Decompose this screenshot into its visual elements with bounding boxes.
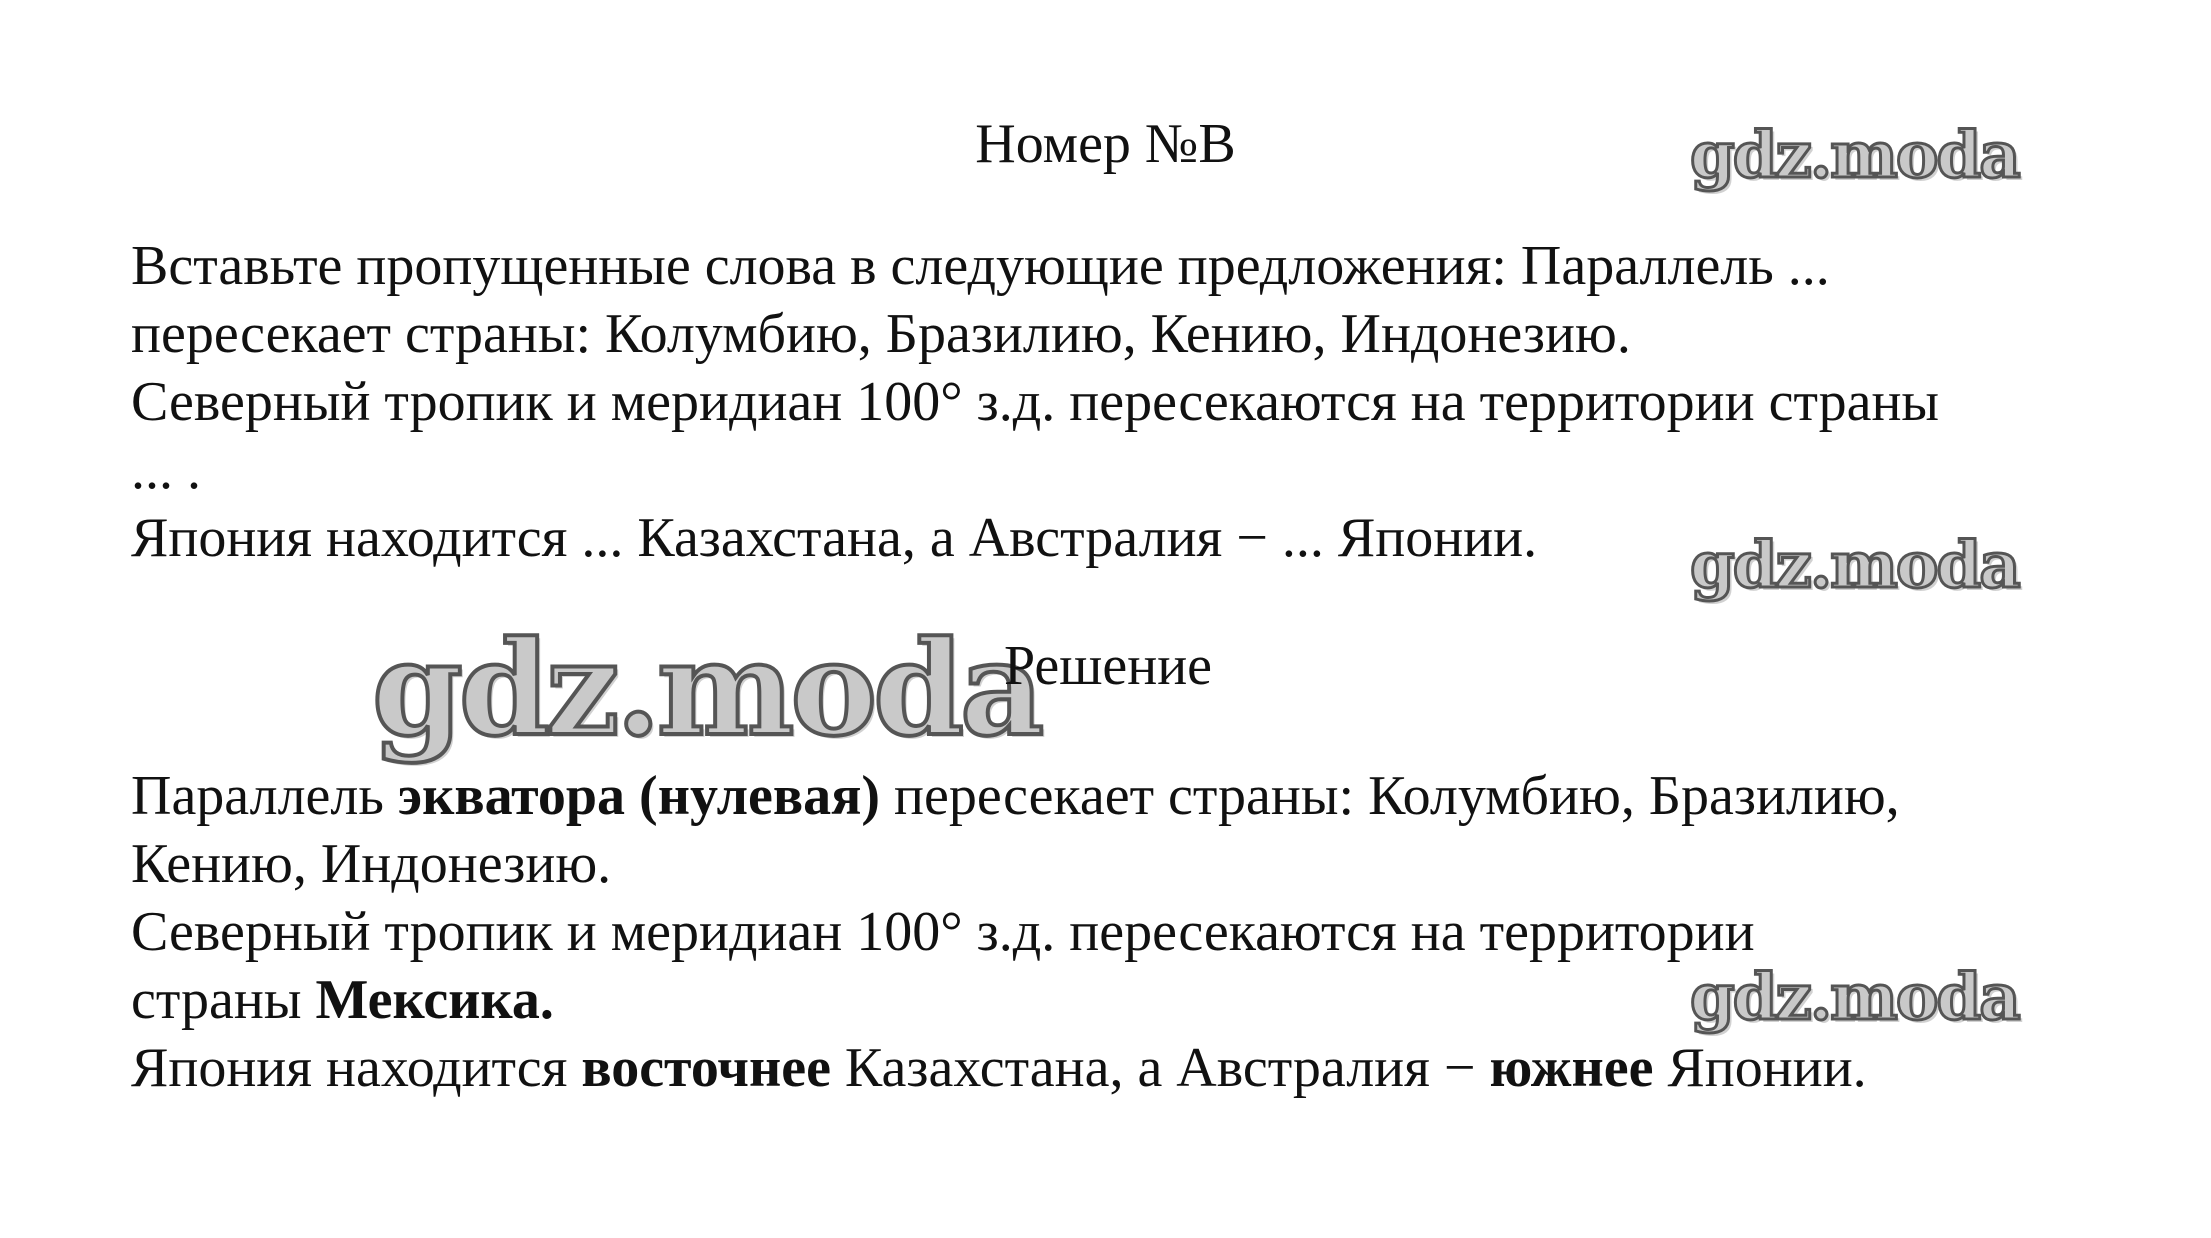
text-run: Параллель: [131, 765, 398, 827]
text-run: страны: [131, 969, 316, 1031]
solution-line-5: [131, 1034, 1867, 1102]
page-title: Номер №В: [975, 113, 1236, 175]
text-run: Япония находится: [131, 1037, 582, 1099]
answer-text: южнее: [1489, 1037, 1654, 1099]
answer-text: Мексика.: [315, 969, 554, 1031]
task-line-5: Япония находится ... Казахстана, а Австралия − ... Японии.: [131, 507, 1538, 569]
task-line-4: ... .: [131, 439, 201, 501]
text-run: пересекает страны: Колумбию, Бразилию,: [880, 765, 1900, 827]
answer-text: экватора (нулевая): [397, 765, 881, 827]
text-run: Казахстана, а Австралия −: [830, 1037, 1490, 1099]
task-line-1: Вставьте пропущенные слова в следующие предложения: Параллель ...: [131, 235, 1830, 297]
solution-line-2: Кению, Индонезию.: [131, 833, 612, 895]
text-run: Японии.: [1653, 1037, 1867, 1099]
solution-heading: Решение: [1004, 635, 1213, 697]
watermark-logo: gdz.moda: [1690, 528, 2019, 603]
solution-line-4: [131, 966, 554, 1034]
watermark-logo: gdz.moda: [1690, 118, 2019, 193]
watermark-logo: gdz.moda: [1690, 960, 2019, 1035]
watermark-logo-large: gdz.moda: [372, 612, 1041, 765]
answer-text: восточнее: [581, 1037, 831, 1099]
task-line-3: Северный тропик и меридиан 100° з.д. пересекаются на территории страны: [131, 371, 1940, 433]
task-line-2: пересекает страны: Колумбию, Бразилию, Кению, Индонезию.: [131, 303, 1631, 365]
solution-line-1: [131, 762, 1900, 830]
solution-line-3: Северный тропик и меридиан 100° з.д. пересекаются на территории: [131, 901, 1755, 963]
